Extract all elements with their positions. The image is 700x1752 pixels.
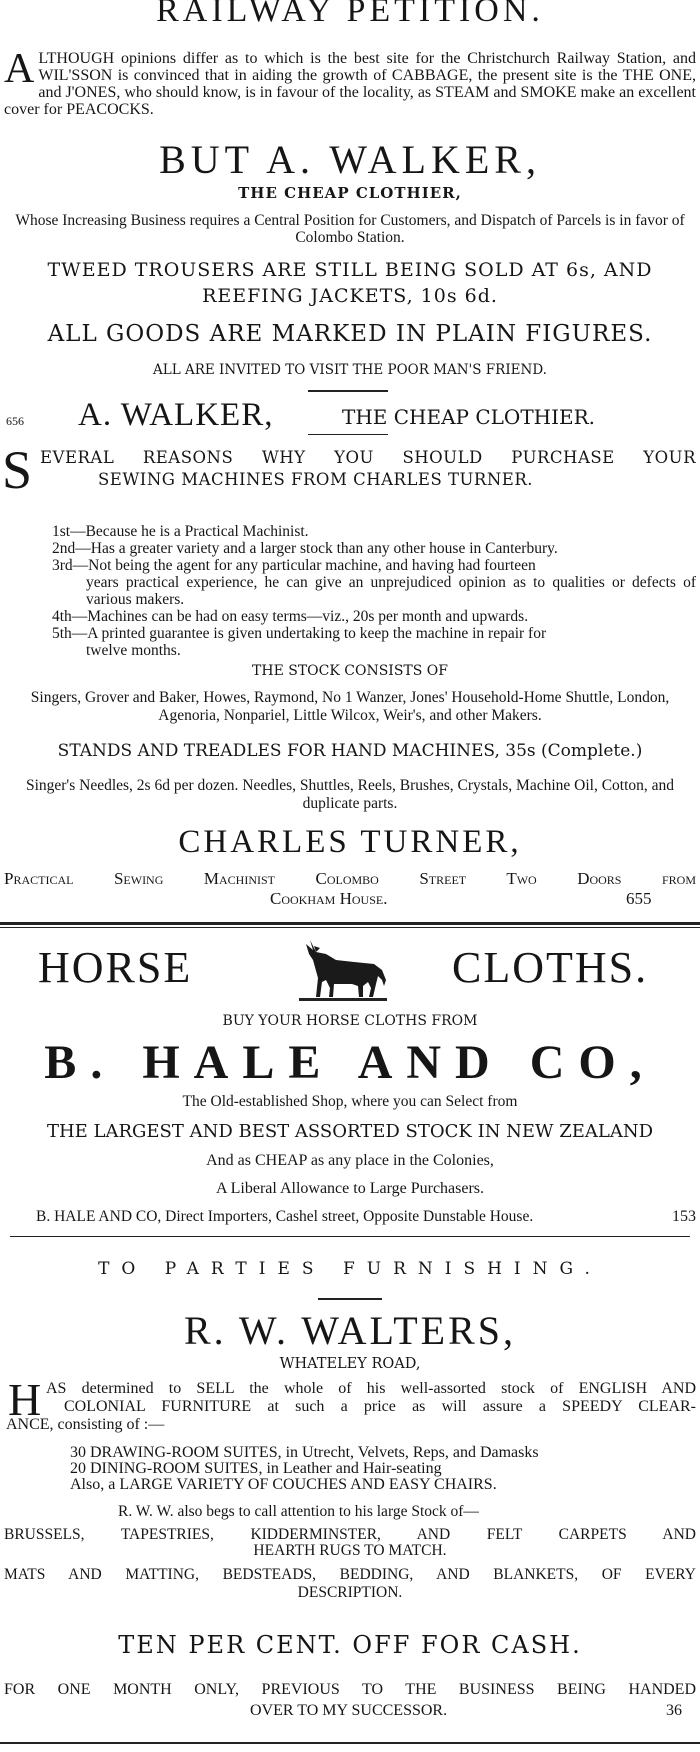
turner-reason: 2nd—Has a greater variety and a larger stock than any other house in Canterbury.	[52, 540, 558, 557]
walker-plain-figures: ALL GOODS ARE MARKED IN PLAIN FIGURES.	[47, 321, 653, 347]
walters-body-line-2: COLONIAL FURNITURE at such a price as will assure a SPEEDY CLEAR-	[64, 1398, 696, 1415]
hale-name: B. HALE AND CO,	[44, 1036, 656, 1089]
walker-footer	[0, 398, 700, 432]
walters-carpets-line-2: HEARTH RUGS TO MATCH.	[253, 1542, 447, 1559]
railway-drop-cap: A	[4, 46, 35, 92]
turner-makers: Singers, Grover and Baker, Howes, Raymond, No 1 Wanzer, Jones' Household-Home Shuttle, London, Agenoria, Nonpariel, Little Wilcox, Weir's, and other Makers.	[30, 689, 670, 724]
walters-attention: R. W. W. also begs to call attention to his large Stock of—	[118, 1503, 479, 1520]
walters-parties-furnishing: TO PARTIES FURNISHING.	[98, 1259, 602, 1279]
turner-headline	[0, 440, 700, 500]
turner-reason: 5th—A printed guarantee is given undertaking to keep the machine in repair for twelve months.	[52, 625, 547, 659]
hale-largest-stock: THE LARGEST AND BEST ASSORTED STOCK IN NEW ZEALAND	[46, 1121, 654, 1142]
walker-footer-title: THE CHEAP CLOTHIER.	[342, 405, 596, 429]
hale-importers: B. HALE AND CO, Direct Importers, Cashel street, Opposite Dunstable House.	[36, 1208, 534, 1225]
walters-discount: TEN PER CENT. OFF FOR CASH.	[118, 1631, 582, 1659]
walters-body-line-3: ANCE, consisting of :—	[6, 1416, 165, 1433]
turner-address-line-1: Practical Sewing Machinist Colombo Street Two Doors from	[4, 869, 696, 888]
walker-ad-number: 656	[6, 414, 24, 428]
section-divider-thick	[0, 922, 700, 925]
walker-subheading: THE CHEAP CLOTHIER,	[238, 184, 462, 202]
walker-divider	[308, 390, 388, 392]
walters-couches-chairs: Also, a LARGE VARIETY OF COUCHES AND EASY CHAIRS.	[70, 1476, 497, 1493]
walters-ad-number: 36	[666, 1702, 682, 1719]
hale-word-cloths: CLOTHS.	[452, 943, 649, 992]
walters-name: R. W. WALTERS,	[183, 1308, 517, 1353]
hale-cheap: And as CHEAP as any place in the Colonies,	[206, 1152, 494, 1169]
turner-stands-treadles: STANDS AND TREADLES FOR HAND MACHINES, 35s (Complete.)	[57, 741, 643, 761]
turner-reason: 4th—Machines can be had on easy terms—viz., 20s per month and upwards.	[52, 608, 529, 625]
walters-final-line	[0, 1700, 700, 1722]
turner-headline-line-1: EVERAL REASONS WHY YOU SHOULD PURCHASE YOUR	[40, 448, 696, 467]
hale-importers-line	[0, 1206, 700, 1228]
walker-tweed-line-2: REEFING JACKETS, 10s 6d.	[202, 285, 498, 307]
walters-dining-room-suites: 20 DINING-ROOM SUITES, in Leather and Hair-seating	[70, 1460, 442, 1477]
railway-petition-notice	[0, 46, 700, 136]
walters-divider	[318, 1298, 382, 1300]
turner-headline-line-2: SEWING MACHINES FROM CHARLES TURNER.	[98, 470, 533, 489]
turner-reasons-list	[0, 523, 700, 659]
walker-intro: Whose Increasing Business requires a Central Position for Customers, and Dispatch of Parcels is in favor of Colombo Station.	[15, 212, 685, 246]
walker-footer-name: A. WALKER,	[78, 397, 274, 433]
walker-invitation: ALL ARE INVITED TO VISIT THE POOR MAN'S FRIEND.	[153, 362, 547, 378]
turner-ad-number: 655	[626, 889, 652, 908]
walters-carpets-line-1: BRUSSELS, TAPESTRIES, KIDDERMINSTER, AND FELT CARPETS AND	[4, 1526, 696, 1543]
page-bottom-rule	[0, 1742, 700, 1744]
turner-needles: Singer's Needles, 2s 6d per dozen. Needles, Shuttles, Reels, Brushes, Crystals, Machine Oil, Cotton, and duplicate parts.	[25, 777, 675, 812]
walters-road: WHATELEY ROAD,	[279, 1356, 421, 1372]
walters-drop-cap: H	[8, 1374, 42, 1425]
hale-ad-number: 153	[672, 1208, 696, 1225]
walker-footer-underline	[308, 434, 388, 435]
hale-allowance: A Liberal Allowance to Large Purchasers.	[215, 1180, 485, 1197]
turner-address-footer	[0, 888, 700, 910]
hale-banner	[0, 936, 700, 1006]
walters-mats-line-2: DESCRIPTION.	[297, 1584, 403, 1601]
section-divider-thin	[0, 927, 700, 928]
hale-shop: The Old-established Shop, where you can Select from	[182, 1093, 518, 1110]
turner-reason: 3rd—Not being the agent for any particular machine, and having had fourteen years practical experience, he can give an unprejudiced opinion as to qualities or defects of various makers.	[52, 557, 696, 608]
walters-month-line-2: OVER TO MY SUCCESSOR.	[250, 1702, 448, 1719]
turner-address-line-2: Cookham House.	[270, 889, 388, 908]
walters-month-line-1: FOR ONE MONTH ONLY, PREVIOUS TO THE BUSINESS BEING HANDED	[4, 1681, 696, 1698]
turner-stock-heading: THE STOCK CONSISTS OF	[252, 663, 448, 679]
hale-bottom-rule	[10, 1236, 690, 1237]
walters-mats-line-1: MATS AND MATTING, BEDSTEADS, BEDDING, AND BLANKETS, OF EVERY	[4, 1566, 696, 1583]
walters-body-line-1: AS determined to SELL the whole of his well-assorted stock of ENGLISH AND	[46, 1380, 696, 1397]
hale-buy-line: BUY YOUR HORSE CLOTHS FROM	[222, 1013, 478, 1029]
walters-drawing-room-suites: 30 DRAWING-ROOM SUITES, in Utrecht, Velvets, Reps, and Damasks	[70, 1444, 539, 1461]
turner-name: CHARLES TURNER,	[178, 824, 522, 860]
turner-drop-cap: S	[2, 440, 33, 500]
railway-petition-body: LTHOUGH opinions differ as to which is the best site for the Christchurch Railway Station, and WIL'SSON is convinced that in aiding the growth of CABBAGE, the present site is the THE ONE, and J'ONES, who should know, is in favour of the locality, as STEAM and SMOKE make an excellent cover for PEACOCKS.	[4, 50, 696, 118]
turner-reason: 1st—Because he is a Practical Machinist.	[52, 523, 309, 540]
railway-petition-title: RAILWAY PETITION.	[156, 0, 544, 29]
walters-announcement	[0, 1374, 700, 1436]
walker-heading: BUT A. WALKER,	[159, 137, 541, 182]
hale-word-horse: HORSE	[38, 943, 193, 992]
horse-illustration-icon	[296, 936, 390, 1004]
walker-tweed-line-1: TWEED TROUSERS ARE STILL BEING SOLD AT 6s, AND	[47, 259, 653, 281]
